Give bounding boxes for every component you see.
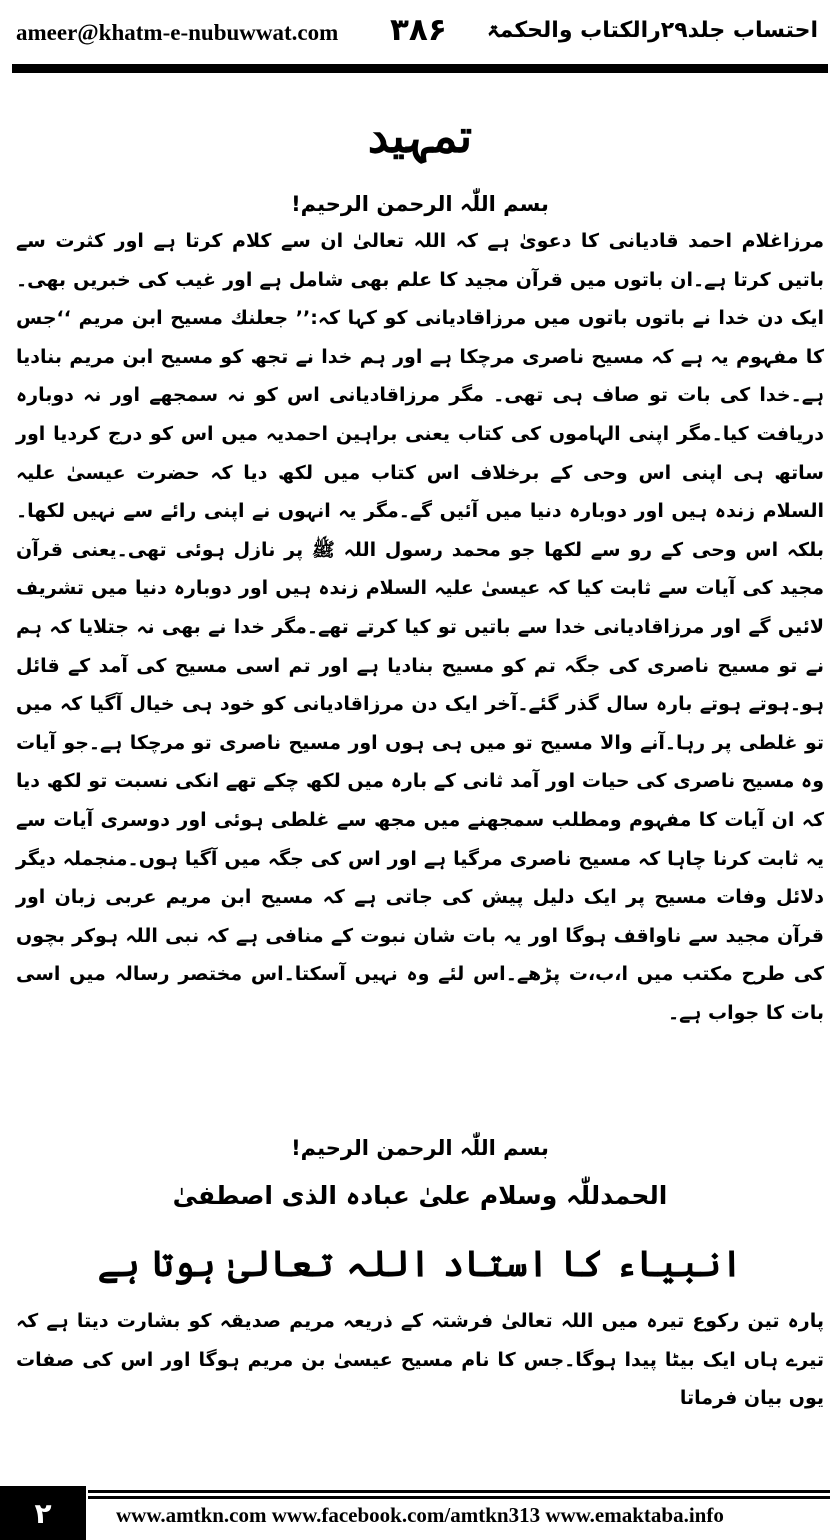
intro-paragraph: مرزاغلام احمد قادیانی کا دعویٰ ہے کہ اللہ تعالیٰ ان سے کلام کرتا ہے اور کثرت سے باتیں کرتا ہے۔ان باتوں میں قرآن مجید کا علم بھی شامل ہے اور غیب کی خبریں بھی۔ایک دن خدا نے باتوں باتوں میں مرزاقادیانی کو کہا کہ:’’ جعلنك مسيح ابن مريم ‘‘جس کا مفہوم یہ ہے کہ مسیح ناصری مرچکا ہے اور ہم خدا نے تجھ کو مسیح ابن مریم بنادیا ہے۔خدا کی بات تو صاف ہی تھی۔ مگر مرزاقادیانی اس کو نہ سمجھے اور نہ دوبارہ دریافت کیا۔مگر اپنی الہاموں کی کتاب یعنی براہین احمدیہ میں اس کو درج کردیا اور ساتھ ہی اپنی اس وحی کے برخلاف اس کتاب میں لکھ دیا کہ حضرت عیسیٰ علیہ السلام زندہ ہیں اور دوبارہ دنیا میں آئیں گے۔مگر یہ انہوں نے اپنی رائے سے نہیں لکھا۔ بلکہ اس وحی کے رو سے لکھا جو محمد رسول اللہ ﷺ پر نازل ہوئی تھی۔یعنی قرآن مجید کی آیات سے ثابت کیا کہ عیسیٰ علیہ السلام زندہ ہیں اور دوبارہ دنیا میں تشریف لائیں گے اور مرزاقادیانی خدا سے باتیں تو کیا کرتے تھے۔مگر خدا نے بھی نہ جتلایا کہ ہم نے تو مسیح ناصری کی جگہ تم کو مسیح بنادیا ہے اور تم اسی مسیح کی آمد کے قائل ہو۔ہوتے ہوتے بارہ سال گذر گئے۔آخر ایک دن مرزاقادیانی کو خود ہی خیال آگیا کہ میں تو غلطی پر رہا۔آنے والا مسیح تو میں ہی ہوں اور مسیح ناصری تو مرچکا ہے۔جو آیات وہ مسیح ناصری کی حیات اور آمد ثانی کے بارہ میں لکھ چکے تھے انکی نسبت تو لکھ دیا کہ ان آیات کا مفہوم ومطلب سمجھنے میں مجھ سے غلطی ہوئی اور دوسری آیات سے یہ ثابت کرنا چاہا کہ مسیح ناصری مرگیا ہے اور اس کی جگہ میں آگیا ہوں۔منجملہ دیگر دلائل وفات مسیح پر ایک دلیل پیش کی جاتی ہے کہ مسیح ابن مریم عربی زبان اور قرآن مجید سے ناواقف ہوگا اور یہ بات شان نبوت کے منافی ہے کہ نبی اللہ ہوکر بچوں کی طرح مکتب میں ا،ب،ت پڑھے۔اس لئے وہ نہیں آسکتا۔اس مختصر رسالہ میں اسی بات کا جواب ہے۔ bbox=[16, 230, 824, 1024]
footer-divider-top bbox=[88, 1490, 830, 1493]
header-page-number: ۳۸۶ bbox=[390, 12, 447, 48]
header-divider bbox=[12, 64, 828, 73]
header-email: ameer@khatm-e-nubuwwat.com bbox=[16, 20, 339, 45]
doxology: الحمدللّٰہ وسلام علیٰ عبادہ الذی اصطفیٰ bbox=[172, 1181, 668, 1210]
basmala-second: بسم اللّٰہ الرحمن الرحیم! bbox=[291, 1136, 549, 1160]
header-book-title: احتساب جلد۲۹رالکتاب والحکمۃ bbox=[486, 18, 818, 43]
page-title: تمہید bbox=[367, 109, 473, 163]
section-heading: انبیاء کا استاد اللہ تعالیٰ ہوتا ہے bbox=[97, 1243, 743, 1285]
footer-page-index: ۲ bbox=[0, 1486, 86, 1540]
section-paragraph: پارہ تین رکوع تیرہ میں اللہ تعالیٰ فرشتہ کے ذریعہ مریم صدیقہ کو بشارت دیتا ہے کہ تیرے ہاں ایک بیٹا پیدا ہوگا۔جس کا نام مسیح عیسیٰ بن مریم ہوگا اور اس کی صفات یوں بیان فرماتا bbox=[16, 1310, 824, 1410]
basmala: بسم اللّٰہ الرحمن الرحیم! bbox=[291, 192, 549, 216]
footer-links: www.amtkn.com www.facebook.com/amtkn313 www.emaktaba.info bbox=[116, 1503, 724, 1527]
footer-divider-bottom bbox=[88, 1496, 830, 1499]
